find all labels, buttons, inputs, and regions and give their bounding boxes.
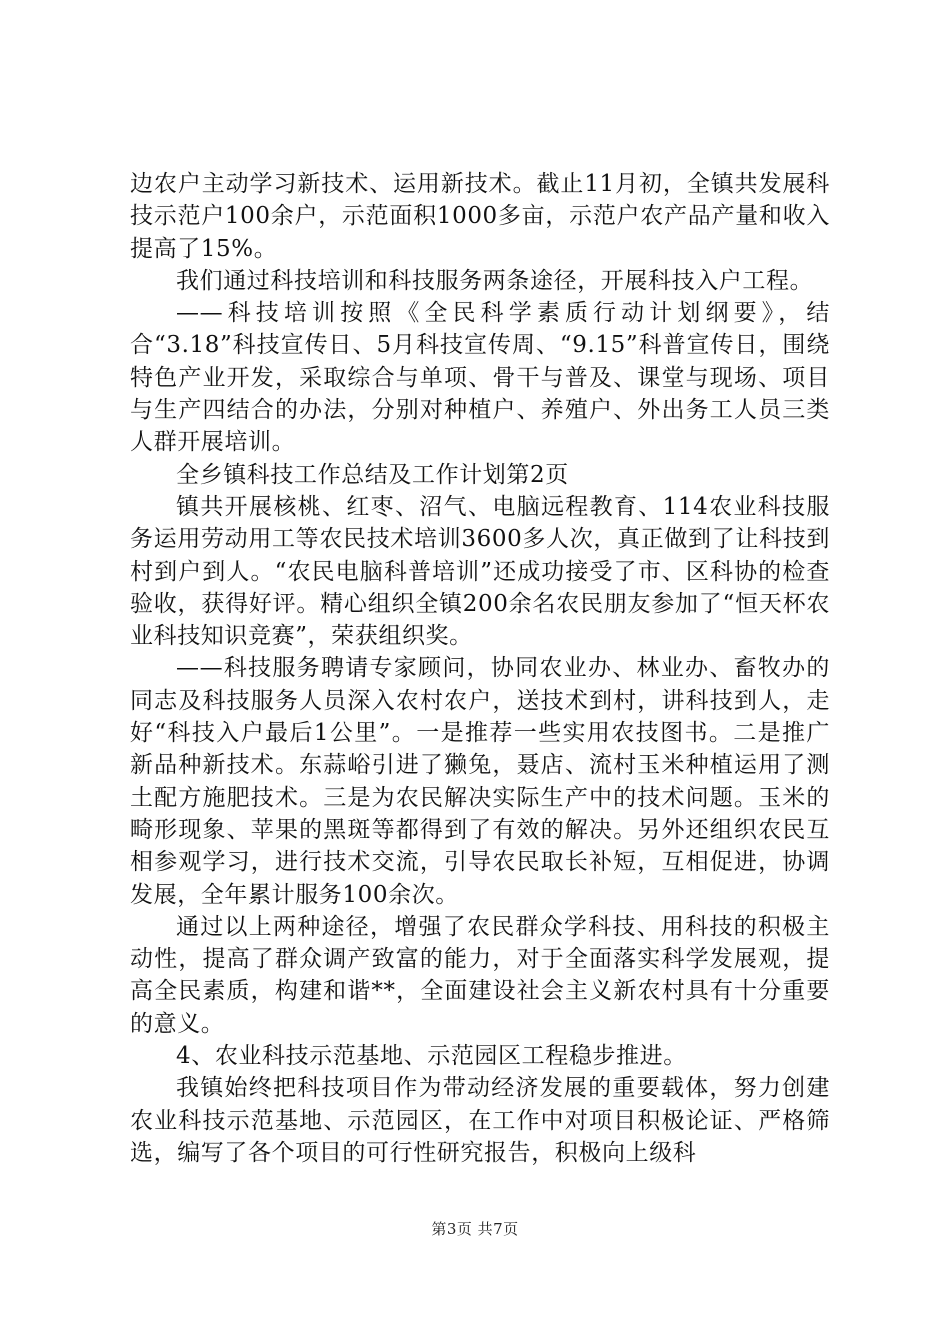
- paragraph-demo-base: 我镇始终把科技项目作为带动经济发展的重要载体，努力创建农业科技示范基地、示范园区，在工作中对项目积极论证、严格筛选，编写了各个项目的可行性研究报告，积极向上级科: [130, 1075, 830, 1166]
- section-heading-demo-base: 4、农业科技示范基地、示范园区工程稳步推进。: [176, 1043, 687, 1070]
- paragraph-continuation: 边农户主动学习新技术、运用新技术。截止11月初，全镇共发展科技示范户100余户，示范面积1000多亩，示范户农产品产量和收入提高了15%。: [130, 171, 830, 262]
- document-body: [130, 168, 830, 1169]
- page-footer: [0, 1218, 950, 1239]
- page-marker-heading: 全乡镇科技工作总结及工作计划第2页: [176, 461, 569, 488]
- paragraph-tech-service: ——科技服务聘请专家顾问，协同农业办、林业办、畜牧办的同志及科技服务人员深入农村农户，送技术到村，讲科技到人，走好“科技入户最后1公里”。一是推荐一些实用农技图书。二是推广新品种新技术。东蒜峪引进了獭兔，聂店、流村玉米种植运用了测土配方施肥技术。三是为农民解决实际生产中的技术问题。玉米的畸形现象、苹果的黑斑等都得到了有效的解决。另外还组织农民互相参观学习，进行技术交流，引导农民取长补短，互相促进，协调发展，全年累计服务100余次。: [130, 655, 830, 908]
- paragraph-training: ——科技培训按照《全民科学素质行动计划纲要》，结合“3.18”科技宣传日、5月科技宣传周、“9.15”科普宣传日，围绕特色产业开发，采取综合与单项、骨干与普及、课堂与现场、项目与生产四结合的办法，分别对种植户、养殖户、外出务工人员三类人群开展培训。: [130, 300, 830, 456]
- paragraph-approach-intro: 我们通过科技培训和科技服务两条途径，开展科技入户工程。: [176, 267, 814, 294]
- paragraph-training-results: 镇共开展核桃、红枣、沼气、电脑远程教育、114农业科技服务运用劳动用工等农民技术培训3600多人次，真正做到了让科技到村到户到人。“农民电脑科普培训”还成功接受了市、区科协的检查验收，获得好评。精心组织全镇200余名农民朋友参加了“恒天杯农业科技知识竞赛”，荣获组织奖。: [130, 493, 830, 650]
- paragraph-summary: 通过以上两种途径，增强了农民群众学科技、用科技的积极主动性，提高了群众调产致富的能力，对于全面落实科学发展观，提高全民素质，构建和谐**，全面建设社会主义新农村具有十分重要的意义。: [130, 913, 830, 1037]
- page-number-label: 第3页 共7页: [431, 1220, 519, 1238]
